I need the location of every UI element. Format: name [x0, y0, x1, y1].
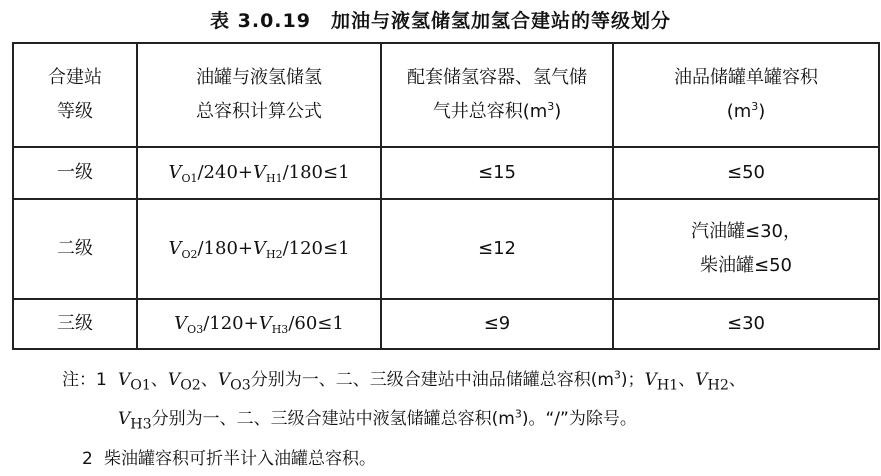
formula-mid: /240+ — [197, 162, 253, 183]
header-h2-volume — [381, 43, 613, 147]
formula-h-subscript: H2 — [265, 248, 283, 261]
note-separator: 、 — [200, 370, 218, 390]
header-grade-line1: 合建站 — [48, 67, 102, 88]
formula-mid: /120+ — [203, 313, 259, 334]
note-1-text: 分别为一、二、三级合建站中油品储罐总容积(m — [250, 370, 614, 390]
note-subscript-h2: H2 — [707, 377, 729, 394]
header-oil-line2-text: (m — [726, 101, 752, 122]
note-1-symbols — [118, 370, 251, 394]
note-1-unit-sup: 3 — [613, 368, 621, 382]
note-v-symbol-6: V — [118, 409, 131, 430]
table-header-row — [13, 43, 879, 147]
cell-h2-volume: ≤12 — [381, 199, 613, 299]
note-separator: 、 — [728, 370, 746, 390]
cell-oil-line2: 柴油罐≤50 — [700, 255, 792, 276]
cell-oil-volume — [613, 199, 879, 299]
note-v-symbol-2: V — [167, 370, 181, 390]
header-grade-line2: 等级 — [57, 101, 93, 122]
cell-grade: 一级 — [13, 147, 137, 199]
cell-oil-line1: 汽油罐≤30， — [691, 221, 801, 242]
formula-v-subscript: O2 — [181, 248, 198, 261]
note-1-h-symbols — [644, 370, 746, 394]
note-1-text-end-2: )。“/”为除号。 — [521, 409, 637, 430]
note-1-h3-symbol — [118, 409, 152, 433]
cell-oil-volume — [613, 147, 879, 199]
formula-v-symbol: V — [168, 162, 182, 183]
formula-v-subscript: O3 — [187, 323, 204, 336]
note-1-unit-sup-2: 3 — [514, 407, 522, 421]
formula-tail: /180≤1 — [282, 162, 350, 183]
formula-h-symbol: V — [258, 313, 272, 334]
table-row-grade-2 — [13, 199, 879, 299]
note-prefix: 注：1 — [62, 370, 107, 390]
header-oil-line2 — [618, 95, 874, 129]
formula-tail: /120≤1 — [282, 238, 350, 259]
note-1-line1 — [62, 363, 877, 402]
table-row-grade-1 — [13, 147, 879, 199]
note-subscript-o2: O2 — [180, 377, 201, 394]
note-v-symbol-5: V — [695, 370, 708, 390]
formula-v-symbol: V — [174, 313, 188, 334]
note-1-text-end: )； — [620, 370, 645, 390]
note-1-line2 — [62, 402, 877, 441]
note-v-symbol-4: V — [644, 370, 657, 390]
cell-formula — [137, 299, 381, 349]
header-formula — [137, 43, 381, 147]
note-separator: 、 — [678, 370, 696, 390]
note-1-text-2: 分别为一、二、三级合建站中液氢储罐总容积(m — [151, 409, 515, 430]
formula-tail: /60≤1 — [288, 313, 344, 334]
table-notes — [62, 363, 877, 476]
note-subscript-h1: H1 — [656, 377, 679, 394]
note-v-symbol-3: V — [217, 370, 231, 390]
formula-v-subscript: O1 — [181, 172, 198, 185]
header-h2-line1: 配套储氢容器、氢气储 — [407, 67, 587, 88]
cell-oil-line1: ≤50 — [727, 162, 765, 183]
note-subscript-o1: O1 — [130, 377, 151, 394]
header-h2-line2-text: 气井总容积(m — [432, 101, 548, 122]
table-title: 表 3.0.19 加油与液氢储氢加氢合建站的等级划分 — [210, 10, 671, 32]
header-oil-unit-sup: 3 — [751, 100, 759, 113]
header-oil-line1: 油品储罐单罐容积 — [674, 67, 818, 88]
header-grade — [13, 43, 137, 147]
grade-table — [12, 42, 880, 350]
note-v-symbol-1: V — [118, 370, 131, 390]
note-2 — [62, 442, 877, 476]
table-row-grade-3 — [13, 299, 879, 349]
note-subscript-o3: O3 — [230, 377, 251, 394]
formula-h-subscript: H1 — [265, 172, 283, 185]
formula-mid: /180+ — [197, 238, 253, 259]
header-oil-line2-end: ) — [758, 101, 766, 122]
cell-h2-volume: ≤9 — [381, 299, 613, 349]
header-formula-line1: 油罐与液氢储氢 — [196, 67, 322, 88]
cell-grade: 二级 — [13, 199, 137, 299]
formula-h-symbol: V — [252, 162, 266, 183]
cell-oil-line1: ≤30 — [727, 313, 765, 334]
header-formula-line2: 总容积计算公式 — [196, 101, 322, 122]
cell-oil-volume — [613, 299, 879, 349]
formula-v-symbol: V — [168, 238, 182, 259]
cell-formula — [137, 147, 381, 199]
header-h2-unit-sup: 3 — [547, 100, 555, 113]
cell-grade: 三级 — [13, 299, 137, 349]
note-2-number: 2 — [82, 448, 93, 469]
cell-formula — [137, 199, 381, 299]
cell-h2-volume: ≤15 — [381, 147, 613, 199]
formula-h-subscript: H3 — [271, 323, 289, 336]
note-2-text: 柴油罐容积可折半计入油罐总容积。 — [104, 448, 376, 469]
header-h2-line2 — [386, 95, 608, 129]
note-separator: 、 — [150, 370, 168, 390]
note-subscript-h3: H3 — [130, 416, 152, 433]
header-h2-line2-end: ) — [554, 101, 562, 122]
header-oil-volume — [613, 43, 879, 147]
formula-h-symbol: V — [252, 238, 266, 259]
